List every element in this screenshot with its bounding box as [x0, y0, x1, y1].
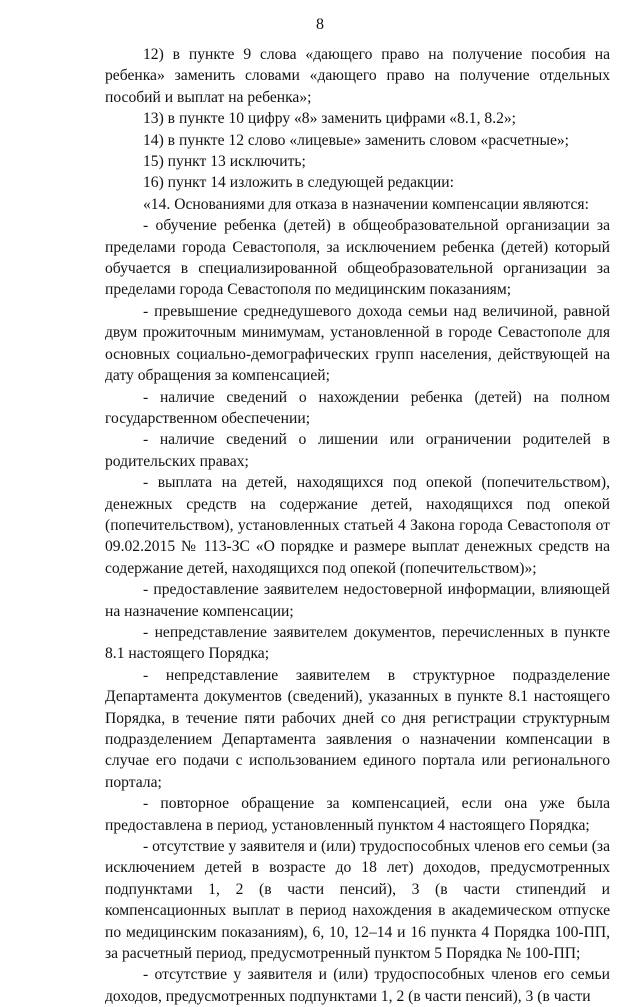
paragraph-item-14: 14) в пункте 12 слово «лицевые» заменить словом «расчетные»;: [143, 131, 570, 149]
list-item-missing-documents: - непредставление заявителем документов, перечисленных в пункте 8.1 настоящего Порядка;: [105, 623, 610, 663]
list-item-no-income: - отсутствие у заявителя и (или) трудоспособных членов его семьи (за исключением детей в возрасте до 18 лет) доходов, предусмотренных подпунктами 1, 2 (в части пенсий), 3 (в части стипендий и компенсационных выплат в период нахождения в академическом отпуске по медицинским показаниям), 6, 10, 12–14 и 16 пункта 4 Порядка 100-ПП, за расчетный период, предусмотренный пунктом 5 Порядка № 100-ПП;: [105, 838, 610, 963]
list-item-parental-rights: - наличие сведений о лишении или ограничении родителей в родительских правах;: [105, 431, 610, 470]
paragraph-item-13: 13) в пункте 10 цифру «8» заменить цифрами «8.1, 8.2»;: [143, 110, 517, 128]
paragraph-clause-14-heading: «14. Основаниями для отказа в назначении компенсации являются:: [143, 195, 589, 213]
list-item-repeat-request: - повторное обращение за компенсацией, если она уже была предоставлена в период, установленный пунктом 4 настоящего Порядка;: [105, 795, 610, 834]
page-number: 8: [316, 16, 324, 33]
list-item-income-excess: - превышение среднедушевого дохода семьи над величиной, равной двум прожиточным минимумам, установленной в городе Севастополе для основных социально-демографических групп населения, действующей на дату обращения за компенсацией;: [105, 302, 610, 385]
list-item-false-information: - предоставление заявителем недостоверной информации, влияющей на назначение компенсации;: [105, 581, 610, 620]
list-item-state-support: - наличие сведений о нахождении ребенка (детей) на полном государственном обеспечении;: [105, 388, 610, 427]
paragraph-item-16: 16) пункт 14 изложить в следующей редакции:: [143, 174, 454, 192]
list-item-missing-documents-portal: - непредставление заявителем в структурное подразделение Департамента документов (сведений), указанных в пункте 8.1 настоящего Порядка, в течение пяти рабочих дней со дня регистрации структурным подразделением Департамента заявления о назначении компенсации в случае его подачи с использованием единого портала или регионального портала;: [105, 666, 610, 791]
paragraph-item-12: 12) в пункте 9 слова «дающего право на получение пособия на ребенка» заменить словами «дающего право на получение отдельных пособий и выплат на ребенка»;: [105, 46, 610, 106]
list-item-education-outside: - обучение ребенка (детей) в общеобразовательной организации за пределами города Севастополя, за исключением ребенка (детей) который обучается в специализированной общеобразовательной организации за пределами города Севастополя по медицинским показаниям;: [105, 217, 610, 299]
list-item-guardianship-payment: - выплата на детей, находящихся под опекой (попечительством), денежных средств на содержание детей, находящихся под опекой (попечительством), установленных статьей 4 Закона города Севастополя от 09.02.2015 № 113-ЗС «О порядке и размере выплат денежных средств на содержание детей, находящихся под опекой (попечительством)»;: [105, 474, 610, 577]
list-item-no-income-continued: - отсутствие у заявителя и (или) трудоспособных членов его семьи доходов, предусмотренных подпунктами 1, 2 (в части пенсий), 3 (в части: [105, 966, 610, 1005]
paragraph-item-15: 15) пункт 13 исключить;: [143, 153, 306, 171]
document-body: [105, 44, 610, 1007]
